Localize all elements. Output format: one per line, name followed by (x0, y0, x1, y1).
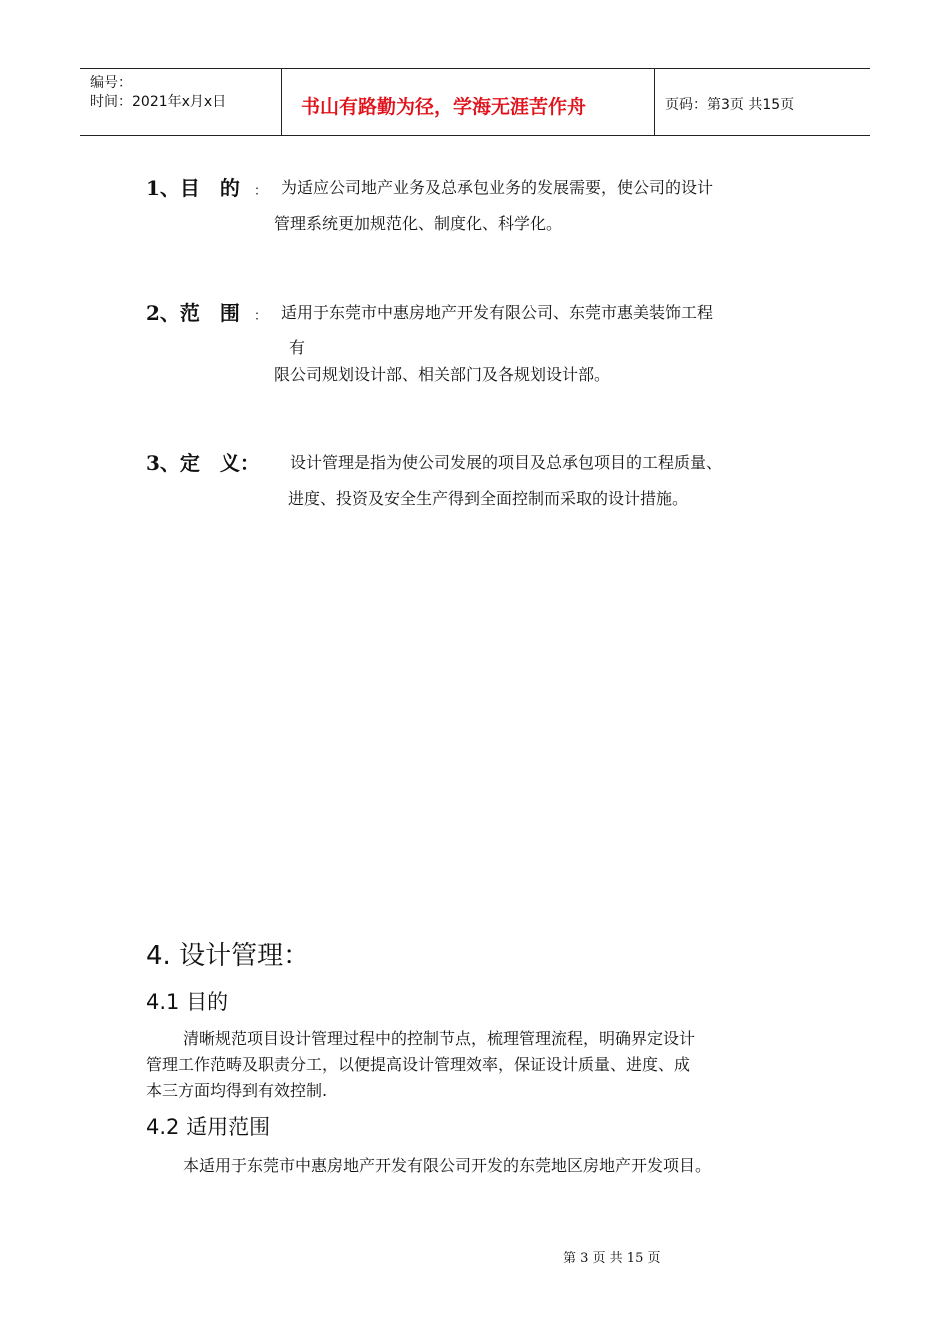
section-1-label: 1、目 的 (146, 176, 240, 200)
section-2-text-line-1: 适用于东莞市中惠房地产开发有限公司、东莞市惠美装饰工程 (281, 303, 714, 322)
section-3-label: 3、定 义： (146, 451, 260, 475)
section-4-1-text-line-1: 清晰规范项目设计管理过程中的控制节点，梳理管理流程，明确界定设计 (183, 1029, 696, 1048)
section-3-text-line-1: 设计管理是指为使公司发展的项目及总承包项目的工程质量、 (290, 453, 723, 472)
footer-page-number: 第 3 页 共 15 页 (563, 1251, 661, 1266)
header-page-info: 页码：第3页 共15页 (665, 97, 795, 113)
header-top-border (80, 68, 870, 69)
section-4-1-text-line-2: 管理工作范畴及职责分工，以便提高设计管理效率，保证设计质量、进度、成 (146, 1055, 691, 1074)
section-4-2-heading: 4.2 适用范围 (146, 1115, 271, 1139)
section-4-2-text-line-1: 本适用于东莞市中惠房地产开发有限公司开发的东莞地区房地产开发项目。 (183, 1156, 712, 1175)
header-date: 时间：2021年x月x日 (90, 94, 227, 110)
header-code-label: 编号： (90, 75, 132, 91)
section-1-text-line-1: 为适应公司地产业务及总承包业务的发展需要，使公司的设计 (281, 178, 714, 197)
section-2-label: 2、范 围 (146, 301, 240, 325)
section-4-1-heading: 4.1 目的 (146, 990, 229, 1014)
header-divider-left (281, 68, 282, 136)
section-4-1-text-line-3: 本三方面均得到有效控制. (146, 1081, 328, 1100)
section-2-text-line-2: 有 (289, 338, 306, 357)
header-bottom-border (80, 135, 870, 136)
header-divider-right (654, 68, 655, 136)
section-2-text-line-3: 限公司规划设计部、相关部门及各规划设计部。 (274, 365, 611, 384)
header-motto: 书山有路勤为径，学海无涯苦作舟 (301, 96, 587, 118)
section-2-colon: ： (254, 309, 268, 324)
section-3-text-line-2: 进度、投资及安全生产得到全面控制而采取的设计措施。 (288, 489, 689, 508)
section-1-text-line-2: 管理系统更加规范化、制度化、科学化。 (274, 214, 563, 233)
chapter-4-heading: 4. 设计管理： (146, 941, 310, 971)
section-1-colon: ： (254, 184, 268, 199)
